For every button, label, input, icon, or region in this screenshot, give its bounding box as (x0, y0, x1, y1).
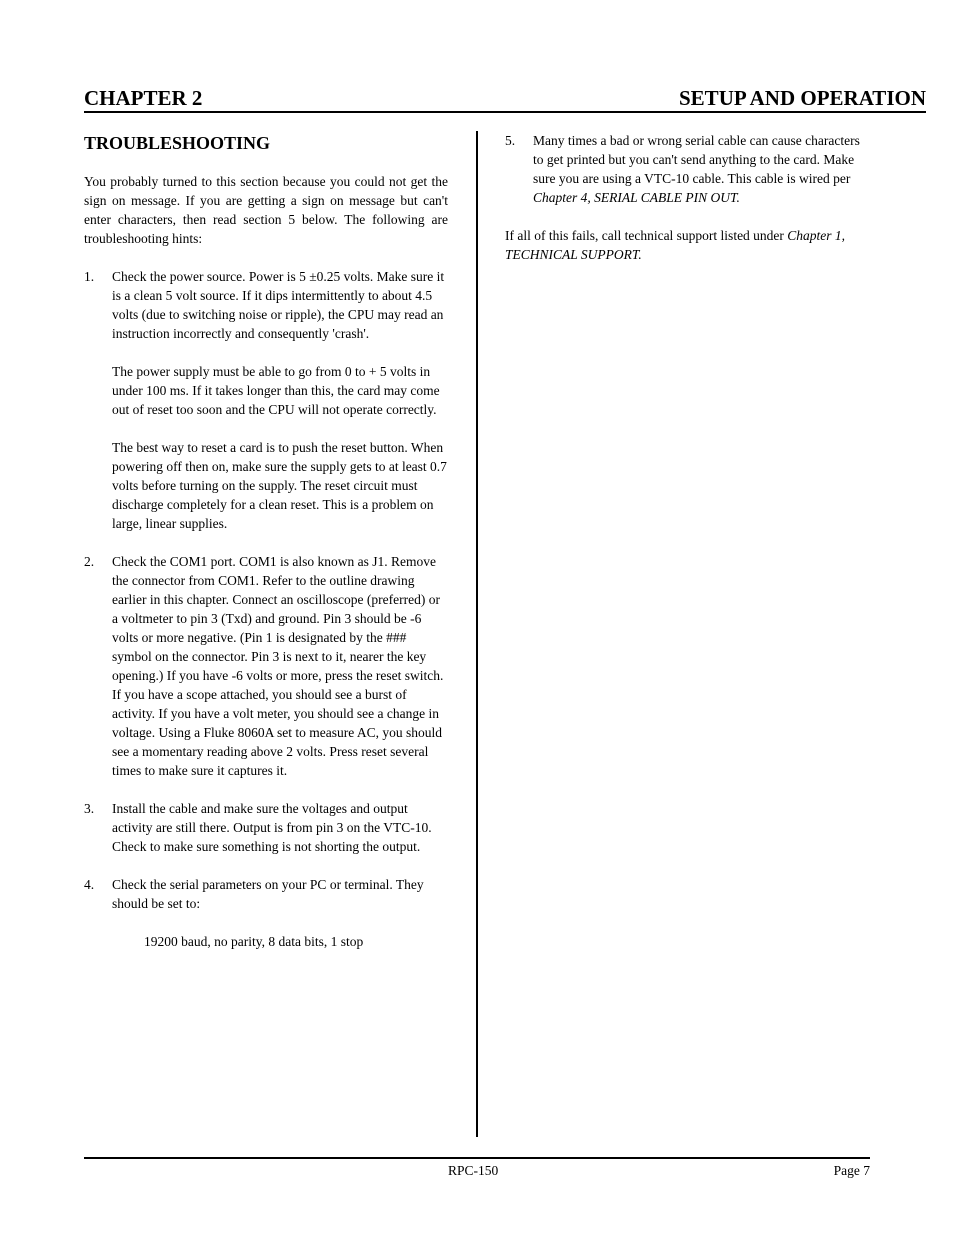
item-1-power-rise-time: The power supply must be able to go from 0 to + 5 volts in under 100 ms. If it takes longer than this, the card may come out of reset too soon and the CPU will not operate correctly. (112, 364, 440, 417)
item-number: 1. (84, 269, 95, 284)
item-1-power-source: Check the power source. Power is 5 ±0.25 volts. Make sure it is a clean 5 volt source. If it dips intermittently to about 4.5 volts (due to switching noise or ripple), the CPU may read an instruction incorrectly and consequently 'crash'. (112, 269, 445, 341)
intro-paragraph: You probably turned to this section because you could not get the sign on message. If you are getting a sign on message but can't enter characters, then read section 5 below. The following are troubleshooting hints: (84, 174, 448, 246)
footer-doc-id: RPC-150 (448, 1163, 499, 1178)
closing-text: If all of this fails, call technical support listed under (505, 228, 784, 243)
list-item-4 (84, 875, 448, 951)
item-number: 3. (84, 801, 95, 816)
item-number: 5. (505, 133, 516, 148)
closing-paragraph (505, 226, 871, 264)
chapter-label: CHAPTER 2 (84, 86, 203, 110)
closing-reference: Chapter 1, TECHNICAL SUPPORT. (505, 228, 846, 262)
item-4-serial-params: Check the serial parameters on your PC or terminal. They should be set to: (112, 877, 424, 911)
list-item-1 (84, 267, 448, 533)
footer-page-number: Page 7 (833, 1163, 870, 1178)
page-header (84, 85, 926, 113)
serial-settings: 19200 baud, no parity, 8 data bits, 1 stop (144, 934, 364, 949)
item-5-serial-cable (533, 131, 871, 207)
list-item-2 (84, 552, 448, 780)
column-divider (476, 131, 478, 1137)
right-column (505, 131, 871, 283)
item-number: 4. (84, 877, 95, 892)
list-item-5 (505, 131, 871, 207)
troubleshooting-heading: TROUBLESHOOTING (84, 133, 271, 153)
list-item-3 (84, 799, 448, 856)
item-5-text: Many times a bad or wrong serial cable can cause characters to get printed but you can't send anything to the card. Make sure you are using a VTC-10 cable. This cable is wired per (533, 133, 860, 186)
left-column (84, 131, 448, 970)
item-1-reset: The best way to reset a card is to push the reset button. When powering off then on, make sure the supply gets to at least 0.7 volts before turning on the supply. The reset circuit must discharge completely for a clean reset. This is a problem on large, linear supplies. (112, 440, 447, 531)
item-3-cable-check: Install the cable and make sure the voltages and output activity are still there. Output is from pin 3 on the VTC-10. Check to make sure something is not shorting the output. (112, 801, 432, 854)
item-2-com1-check: Check the COM1 port. COM1 is also known as J1. Remove the connector from COM1. Refer to the outline drawing earlier in this chapter. Connect an oscilloscope (preferred) or a voltmeter to pin 3 (Txd) and ground. Pin 3 should be -6 volts or more negative. (Pin 1 is designated by the ### symbol on the connector. Pin 3 is next to it, nearer the key opening.) If you have -6 volts or more, press the reset switch. If you have a scope attached, you should see a burst of activity. If you have a volt meter, you should see a change in voltage. Using a Fluke 8060A set to measure AC, you should see a momentary reading above 2 volts. Press reset several times to make sure it captures it. (112, 554, 444, 778)
item-5-reference: Chapter 4, SERIAL CABLE PIN OUT. (533, 190, 740, 205)
item-number: 2. (84, 554, 95, 569)
section-title: SETUP AND OPERATION (679, 86, 926, 110)
footer-rule (84, 1157, 870, 1159)
